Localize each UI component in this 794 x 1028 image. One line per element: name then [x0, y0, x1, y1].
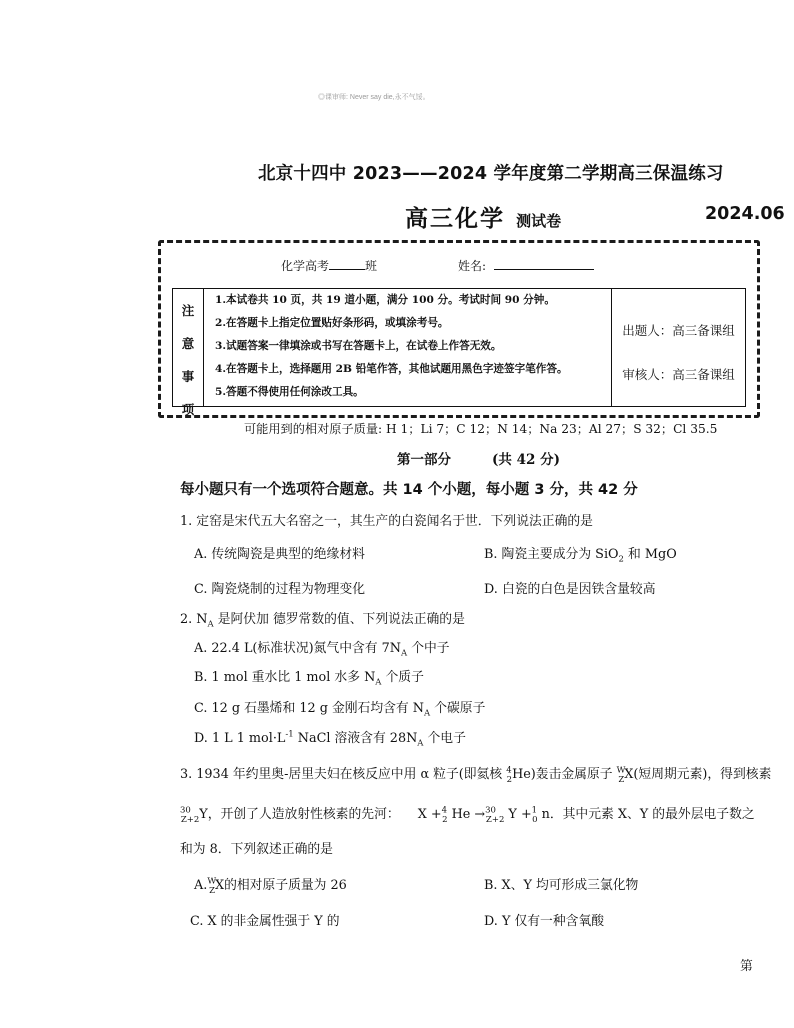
- q3-line1: [180, 763, 771, 785]
- q3-option-c: C. X 的非金属性强于 Y 的: [190, 914, 340, 929]
- x-number: Z: [618, 774, 625, 785]
- atomic-masses: 可能用到的相对原子质量: H 1；Li 7；C 12；N 14；Na 23；Al 27；S 32；Cl 35.5: [244, 422, 718, 436]
- q2-stem-sub: A: [207, 619, 214, 630]
- q3-option-b: B. X、Y 均可形成三氯化物: [484, 878, 639, 893]
- q2-stem-b: 是阿伏加 德罗常数的值、下列说法正确的是: [213, 612, 465, 627]
- q3-l1-b: He)轰击金属原子: [512, 767, 617, 782]
- q2-c-sub: A: [424, 708, 431, 719]
- q3-option-d: D. Y 仅有一种含氧酸: [484, 914, 605, 929]
- setter-text: 出题人：高三备课组: [622, 323, 735, 338]
- q2-option-a: [194, 637, 450, 659]
- eq-y-mass: 30: [485, 805, 496, 816]
- q2-b-sub: A: [375, 677, 382, 688]
- q2-option-b: [194, 666, 424, 688]
- notice-item: 1.本试卷共 10 页，共 19 道小题，满分 100 分。考试时间 90 分钟。: [215, 294, 555, 306]
- exam-date: 2024.06: [705, 204, 785, 224]
- q3-option-a: [194, 874, 347, 896]
- n-mass: 1: [531, 805, 538, 816]
- q1-b-text: B. 陶瓷主要成分为 SiO: [484, 547, 619, 562]
- notice-item: 2.在答题卡上指定位置贴好条形码，或填涂考号。: [215, 317, 449, 329]
- q3-eq-n: n: [537, 807, 550, 822]
- y-number: Z+2: [180, 814, 200, 825]
- q2-d-tail: 个电子: [423, 731, 466, 746]
- q3-eq-x: X +: [417, 807, 442, 822]
- q3-eq-he: He →: [447, 807, 486, 822]
- class-suffix: 班: [365, 259, 378, 273]
- notice-items: [204, 289, 612, 406]
- notice-char: 事: [181, 369, 195, 384]
- q2-d-text: D. 1 L 1 mol·L: [194, 731, 286, 746]
- notice-char: 意: [181, 336, 195, 351]
- class-field: [281, 257, 377, 274]
- notice-label: [173, 289, 204, 417]
- q2-a-sub: A: [401, 648, 408, 659]
- eq-he-number: 2: [442, 814, 448, 825]
- q2-option-d: [194, 727, 466, 749]
- q1-b-tail: 和 MgO: [623, 547, 677, 562]
- notice-item: 5.答题不得使用任何涂改工具。: [215, 386, 364, 398]
- q2-d-sub: A: [417, 738, 424, 749]
- he-number: 2: [506, 774, 513, 785]
- notice-item: 4.在答题卡上，选择题用 2B 铅笔作答，其他试题用黑色字迹签字笔作答。: [215, 363, 568, 375]
- q3-line3: 和为 8．下列叙述正确的是: [180, 842, 333, 857]
- q2-c-text: C. 12 g 石墨烯和 12 g 金刚石均含有 N: [194, 701, 424, 716]
- notice-authors: [612, 289, 745, 406]
- q3-l2-b: ．其中元素 X、Y 的最外层电子数之: [549, 807, 755, 822]
- exam-title: 北京十四中 2023——2024 学年度第二学期高三保温练习: [258, 164, 724, 184]
- q1-option-c: C. 陶瓷烧制的过程为物理变化: [194, 582, 366, 597]
- paper-type: 测试卷: [516, 212, 562, 230]
- q2-b-tail: 个质子: [381, 670, 424, 685]
- name-field: [458, 257, 594, 274]
- class-label: 化学高考: [281, 259, 330, 273]
- q3-eq-y: Y +: [504, 807, 532, 822]
- notice-char: 项: [181, 402, 195, 417]
- q1-b-sub: 2: [618, 554, 624, 565]
- q3-line2: [180, 803, 755, 825]
- q1-option-d: D. 白瓷的白色是因铁含量较高: [484, 582, 656, 597]
- name-blank[interactable]: [494, 258, 594, 270]
- name-label: 姓名:: [458, 259, 487, 273]
- q3-a-x-mass: W: [207, 876, 217, 887]
- class-blank[interactable]: [329, 258, 365, 270]
- q2-d-mid: NaCl 溶液含有 28N: [293, 731, 418, 746]
- q3-a-x-number: Z: [209, 885, 215, 896]
- page-footer: 第: [740, 959, 753, 974]
- q2-a-text: A. 22.4 L(标准状况)氮气中含有 7N: [194, 641, 401, 656]
- part-total: (共 42 分): [492, 452, 560, 468]
- q1-stem: 1. 定窑是宋代五大名窑之一，其生产的白瓷闻名于世．下列说法正确的是: [180, 514, 593, 529]
- eq-he-mass: 4: [441, 805, 448, 816]
- q1-option-a: A. 传统陶瓷是典型的绝缘材料: [194, 547, 365, 562]
- y-mass: 30: [180, 805, 191, 816]
- q2-stem: [180, 608, 465, 630]
- q2-a-tail: 个中子: [407, 641, 450, 656]
- q3-l1-c: X(短周期元素)，得到核素: [624, 767, 772, 782]
- q2-b-text: B. 1 mol 重水比 1 mol 水多 N: [194, 670, 376, 685]
- q2-stem-a: 2. N: [180, 612, 208, 627]
- subject-line: [405, 200, 561, 233]
- part-instruction: 每小题只有一个选项符合题意。共 14 个小题，每小题 3 分，共 42 分: [180, 482, 638, 498]
- q3-l1-a: 3. 1934 年约里奥-居里夫妇在核反应中用 α 粒子(即氦核: [180, 767, 507, 782]
- part-title: 第一部分: [397, 452, 451, 468]
- notice-table: [172, 288, 746, 417]
- q3-l2-a: Y，开创了人造放射性核素的先河：: [199, 807, 400, 822]
- watermark: ◎课审师: Never say die,永不气馁。: [318, 94, 430, 101]
- q2-c-tail: 个碳原子: [430, 701, 486, 716]
- subject-name: 高三化学: [405, 205, 505, 232]
- q3-a-label: A.: [194, 878, 208, 893]
- n-number: 0: [532, 814, 538, 825]
- q2-d-sup: -1: [285, 729, 294, 740]
- reviewer-text: 审核人：高三备课组: [622, 367, 735, 382]
- q1-option-b: [484, 543, 677, 565]
- he-mass: 4: [506, 765, 512, 776]
- q3-a-text: X的相对原子质量为 26: [214, 878, 347, 893]
- x-mass: W: [616, 765, 626, 776]
- eq-y-number: Z+2: [485, 814, 505, 825]
- q2-option-c: [194, 697, 485, 719]
- notice-char: 注: [181, 303, 195, 318]
- notice-item: 3.试题答案一律填涂或书写在答题卡上，在试卷上作答无效。: [215, 340, 502, 352]
